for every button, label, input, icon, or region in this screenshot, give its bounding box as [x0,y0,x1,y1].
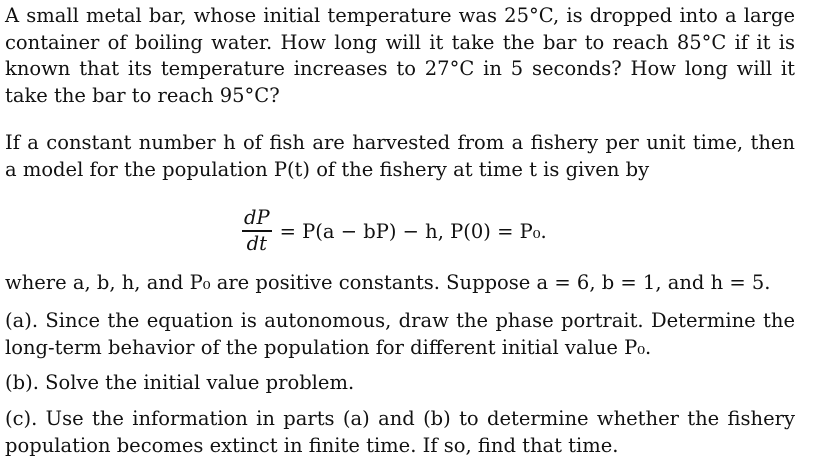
part-c-text: (c). Use the information in parts (a) and (b) to determine whether the fishery population becomes extinct in finite time. If so, find that time. [5,407,795,457]
fraction-numerator: dP [244,206,270,230]
problem-1-text: A small metal bar, whose initial temperature was 25°C, is dropped into a large container of boiling water. How long will it take the bar to reach 85°C if it is known that its temperature increases to 27°C in 5 seconds? How long will it take the bar to reach 95°C? [5,4,795,107]
part-b-text: (b). Solve the initial value problem. [5,371,355,394]
derivative-fraction [242,206,272,255]
part-a-text: (a). Since the equation is autonomous, draw the phase portrait. Determine the long-term behavior of the population for different initial value P₀. [5,309,795,359]
problem-2-intro: If a constant number h of fish are harvested from a fishery per unit time, then a model for the population P(t) of the fishery at time t is given by [5,131,795,181]
equation-right-side: = P(a − bP) − h, P(0) = P₀. [279,219,547,243]
constants-statement: where a, b, h, and P₀ are positive constants. Suppose a = 6, b = 1, and h = 5. [5,271,771,294]
differential-equation [242,203,547,259]
fraction-denominator: dt [246,231,267,255]
